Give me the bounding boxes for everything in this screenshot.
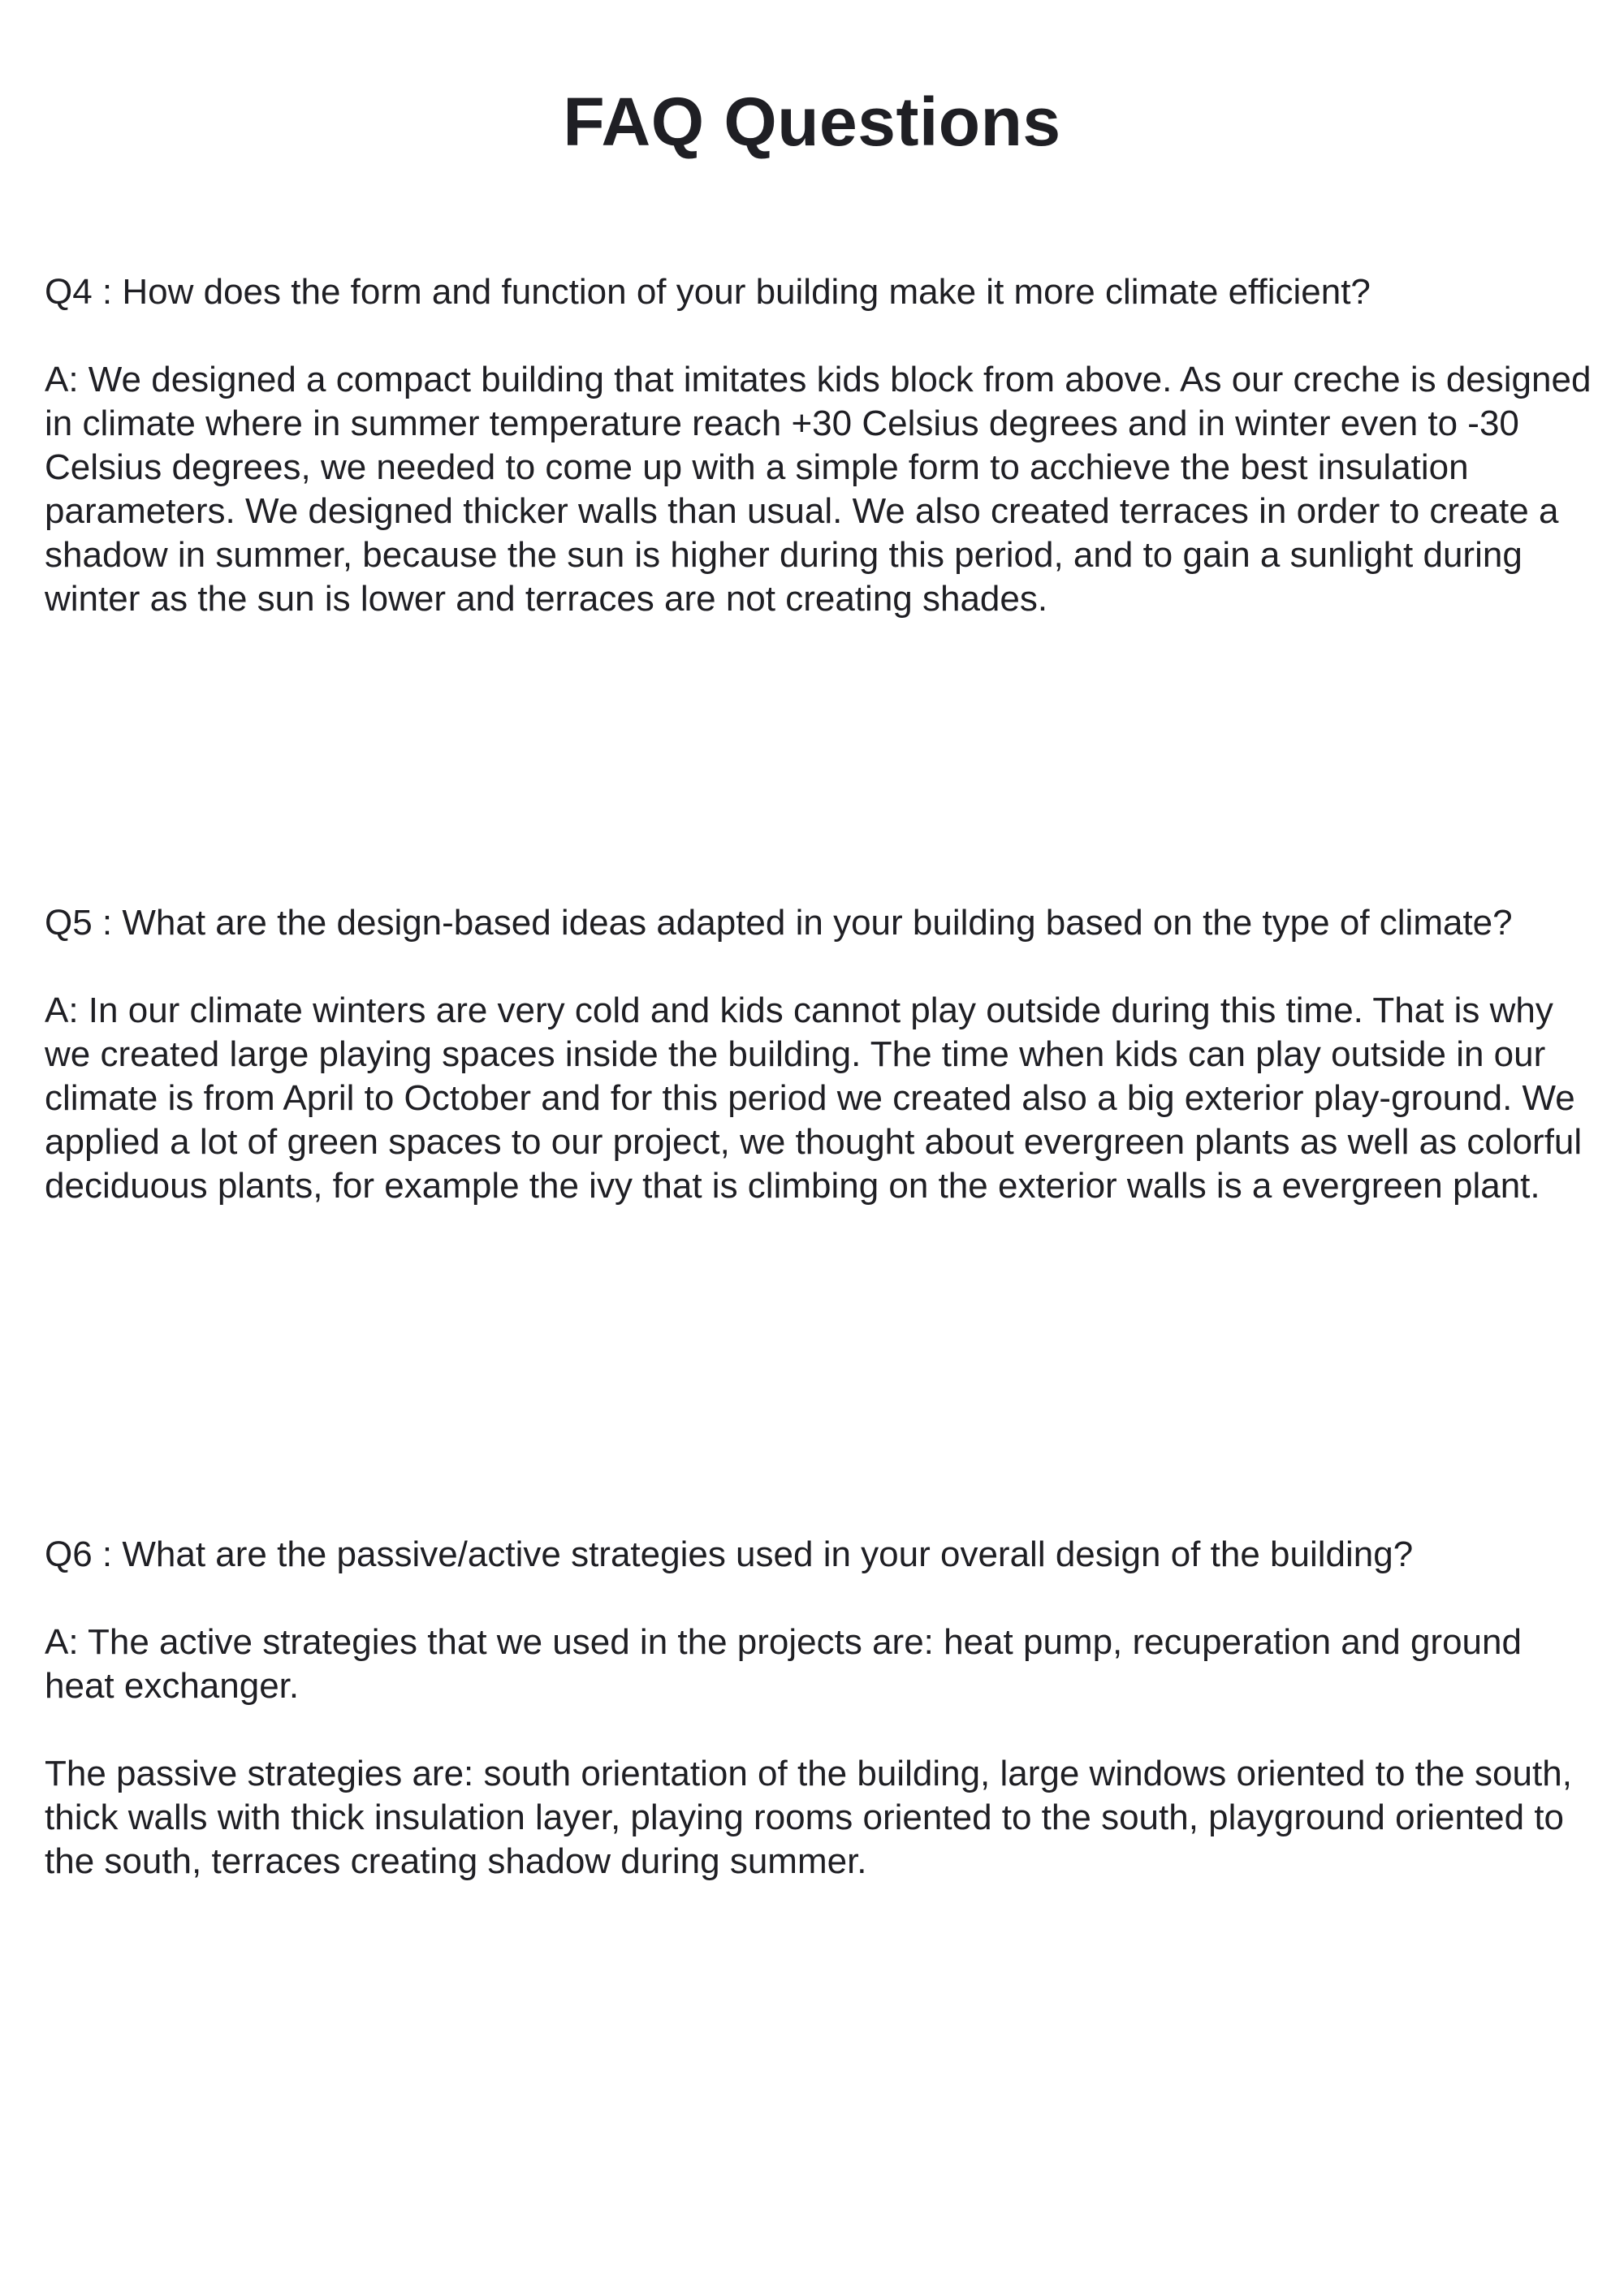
faq-answer-q4: A: We designed a compact building that imitates kids block from above. As our creche is designed in climate where in summer temperature reach +30 Celsius degrees and in winter even to -30 Celsius degrees, we needed to come up with a simple form to acchieve the best insulation parameters. We designed thicker walls than usual. We also created terraces in order to create a shadow in summer, because the sun is higher during this period, and to gain a sunlight during winter as the sun is lower and terraces are not creating shades.	[45, 360, 1592, 619]
faq-answer-q6-passive: The passive strategies are: south orientation of the building, large windows oriented to the south, thick walls with thick insulation layer, playing rooms oriented to the south, playground oriented to the south, terraces creating shadow during summer.	[45, 1754, 1572, 1881]
faq-item-q5	[45, 901, 1596, 1208]
faq-answer-q5: A: In our climate winters are very cold and kids cannot play outside during this time. That is why we created large playing spaces inside the building. The time when kids can play outside in our climate is from April to October and for this period we created also a big exterior play-ground. We applied a lot of green spaces to our project, we thought about evergreen plants as well as colorful deciduous plants, for example the ivy that is climbing on the exterior walls is a evergreen plant.	[45, 990, 1583, 1206]
faq-item-q4	[45, 270, 1596, 621]
faq-answer-q6-active: A: The active strategies that we used in the projects are: heat pump, recuperation and ground heat exchanger.	[45, 1622, 1522, 1706]
faq-item-q6	[45, 1533, 1596, 1884]
page-title: FAQ Questions	[563, 84, 1061, 160]
faq-question-q5: Q5 : What are the design-based ideas adapted in your building based on the type of climate?	[45, 903, 1513, 943]
faq-question-q6: Q6 : What are the passive/active strategies used in your overall design of the building?	[45, 1534, 1414, 1574]
faq-question-q4: Q4 : How does the form and function of your building make it more climate efficient?	[45, 272, 1371, 312]
